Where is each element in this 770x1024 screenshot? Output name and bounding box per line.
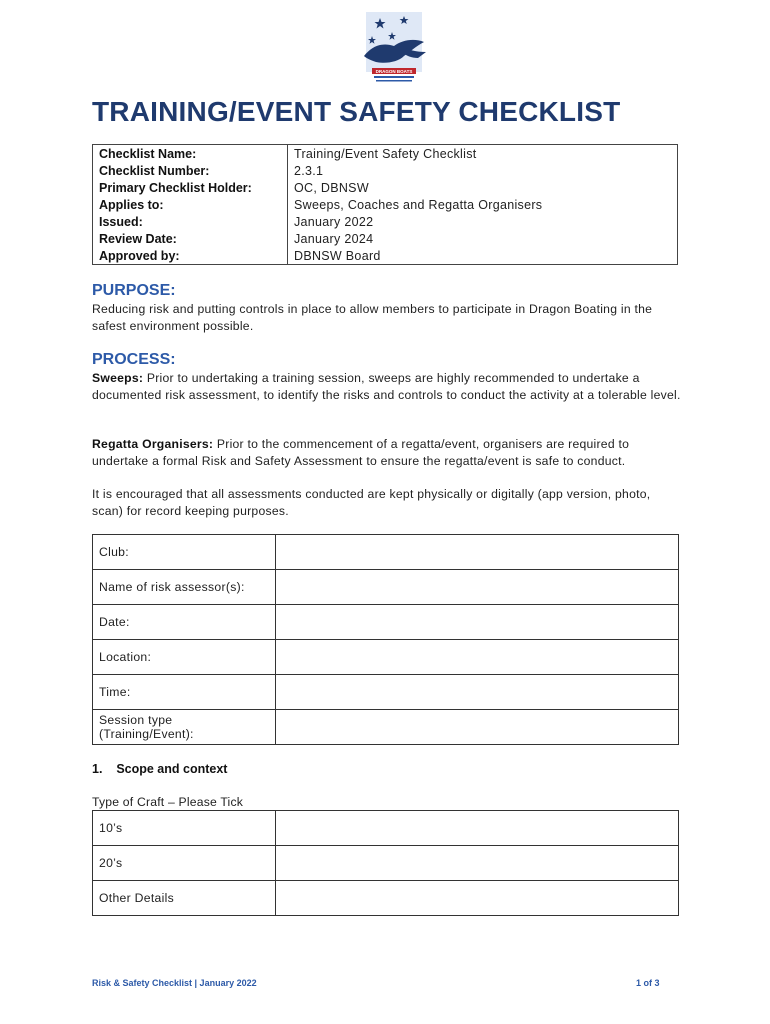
meta-label: Issued:: [93, 213, 288, 230]
purpose-heading: PURPOSE:: [92, 282, 176, 299]
meta-value: OC, DBNSW: [288, 179, 678, 196]
meta-row: [93, 213, 678, 230]
meta-row: [93, 145, 678, 163]
form-field-label: Time:: [93, 675, 276, 710]
meta-value: January 2024: [288, 230, 678, 247]
meta-label: Review Date:: [93, 230, 288, 247]
meta-row: [93, 179, 678, 196]
meta-row: [93, 196, 678, 213]
form-row: [93, 605, 679, 640]
form-field-label: Name of risk assessor(s):: [93, 570, 276, 605]
form-field-label: Date:: [93, 605, 276, 640]
meta-label: Applies to:: [93, 196, 288, 213]
assessment-details-table: [92, 534, 679, 745]
form-field-input[interactable]: [276, 605, 679, 640]
meta-row: [93, 230, 678, 247]
craft-label: 20’s: [93, 846, 276, 881]
regatta-paragraph: [92, 436, 682, 469]
form-row: [93, 710, 679, 745]
form-row: [93, 640, 679, 675]
form-row: [93, 570, 679, 605]
form-field-input[interactable]: [276, 675, 679, 710]
scope-heading: 1. Scope and context: [92, 762, 228, 776]
footer-title: Risk & Safety Checklist | January 2022: [92, 978, 257, 988]
dragon-boats-nsw-logo: [358, 12, 430, 88]
meta-row: [93, 247, 678, 265]
form-field-input[interactable]: [276, 570, 679, 605]
record-keeping-paragraph: It is encouraged that all assessments conducted are kept physically or digitally (app version, photo, scan) for record keeping purposes.: [92, 487, 651, 518]
meta-label: Approved by:: [93, 247, 288, 265]
craft-row: [93, 881, 679, 916]
sweeps-paragraph: [92, 370, 682, 403]
craft-label: 10’s: [93, 811, 276, 846]
form-field-input[interactable]: [276, 535, 679, 570]
regatta-text: Prior to the commencement of a regatta/event, organisers are required to undertake a formal Risk and Safety Assessment to ensure the regatta/event is safe to conduct.: [92, 437, 630, 468]
meta-value: January 2022: [288, 213, 678, 230]
meta-row: [93, 162, 678, 179]
craft-type-label: Type of Craft – Please Tick: [92, 795, 244, 809]
craft-tick-cell[interactable]: [276, 881, 679, 916]
sweeps-text: Prior to undertaking a training session, sweeps are highly recommended to undertake a documented risk assessment, to identify the risks and controls to conduct the activity at a tolerable level.: [92, 371, 681, 402]
craft-row: [93, 811, 679, 846]
checklist-meta-table: [92, 144, 678, 265]
form-field-label: Club:: [93, 535, 276, 570]
meta-label: Primary Checklist Holder:: [93, 179, 288, 196]
form-field-label: Location:: [93, 640, 276, 675]
logo-text: DRAGON BOATS: [375, 69, 413, 74]
form-row: [93, 535, 679, 570]
process-heading: PROCESS:: [92, 351, 176, 368]
purpose-text: Reducing risk and putting controls in place to allow members to participate in Dragon Boating in the safest environment possible.: [92, 302, 653, 333]
craft-label: Other Details: [93, 881, 276, 916]
meta-label: Checklist Name:: [93, 145, 288, 163]
craft-tick-cell[interactable]: [276, 811, 679, 846]
meta-value: 2.3.1: [288, 162, 678, 179]
meta-value: Sweeps, Coaches and Regatta Organisers: [288, 196, 678, 213]
page-title: TRAINING/EVENT SAFETY CHECKLIST: [92, 96, 621, 127]
regatta-label: Regatta Organisers:: [92, 437, 214, 451]
craft-type-table: [92, 810, 679, 916]
form-field-label: Session type (Training/Event):: [93, 710, 276, 745]
craft-tick-cell[interactable]: [276, 846, 679, 881]
meta-value: DBNSW Board: [288, 247, 678, 265]
sweeps-label: Sweeps:: [92, 371, 144, 385]
form-field-input[interactable]: [276, 640, 679, 675]
form-field-input[interactable]: [276, 710, 679, 745]
meta-label: Checklist Number:: [93, 162, 288, 179]
form-row: [93, 675, 679, 710]
craft-row: [93, 846, 679, 881]
meta-value: Training/Event Safety Checklist: [288, 145, 678, 163]
page-number: 1 of 3: [636, 978, 660, 988]
